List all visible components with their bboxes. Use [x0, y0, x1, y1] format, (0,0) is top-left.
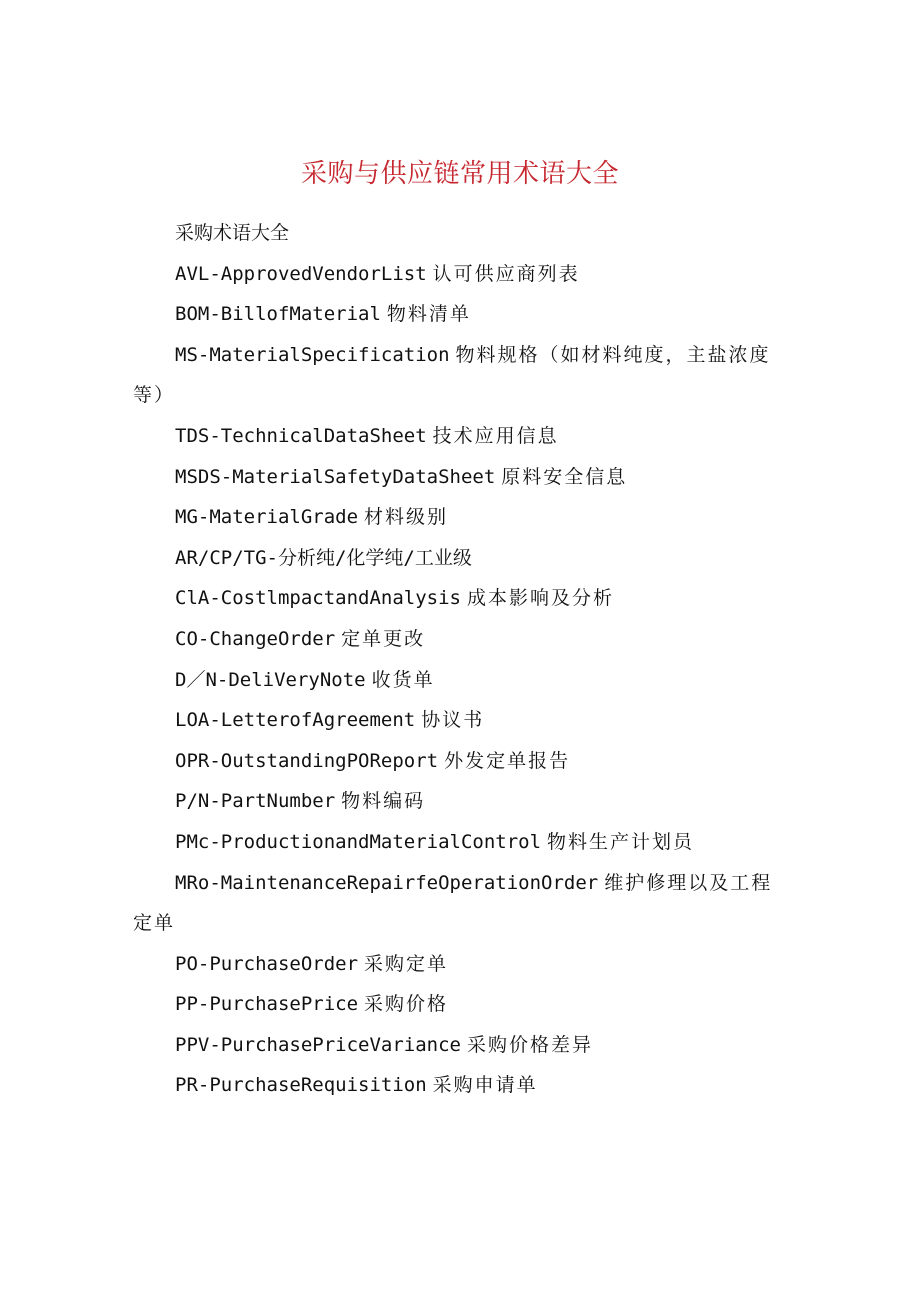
- term-description: 采购申请单: [432, 1074, 538, 1097]
- term-entry: [133, 1025, 793, 1066]
- term-code: PO-PurchaseOrder: [175, 952, 359, 975]
- term-code: PMc-ProductionandMaterialControl: [175, 830, 542, 853]
- term-code: LOA-LetterofAgreement: [175, 709, 416, 732]
- term-code: MG-MaterialGrade: [175, 506, 359, 529]
- term-description: 原料安全信息: [501, 465, 628, 488]
- term-entry: [133, 294, 793, 335]
- term-entry: [133, 822, 793, 863]
- term-code: AVL-ApprovedVendorList: [175, 262, 427, 285]
- term-description: 定单更改: [341, 627, 426, 650]
- term-description: 物料清单: [386, 303, 471, 326]
- term-code: CO-ChangeOrder: [175, 627, 336, 650]
- term-code: PPV-PurchasePriceVariance: [175, 1033, 461, 1056]
- term-entry: [133, 863, 793, 944]
- term-description: 物料编码: [341, 790, 426, 813]
- term-code: PP-PurchasePrice: [175, 993, 359, 1016]
- document-body: [133, 213, 793, 1106]
- term-entry: [133, 497, 793, 538]
- term-code: MSDS-MaterialSafetyDataSheet: [175, 465, 496, 488]
- term-entry: [133, 741, 793, 782]
- term-entry: [133, 335, 793, 416]
- term-description: 成本影响及分析: [466, 587, 614, 610]
- term-entry: [133, 984, 793, 1025]
- term-description: 收货单: [371, 668, 435, 691]
- term-entry: [133, 781, 793, 822]
- term-description: 认可供应商列表: [432, 262, 580, 285]
- term-description: 协议书: [421, 709, 485, 732]
- term-code: P/N-PartNumber: [175, 790, 336, 813]
- document-title: 采购与供应链常用术语大全: [300, 159, 619, 189]
- term-code: D／N-DeliVeryNote: [175, 668, 366, 691]
- term-entry: [133, 619, 793, 660]
- term-description: 外发定单报告: [444, 749, 571, 772]
- term-entry: [133, 457, 793, 498]
- term-entry: [133, 538, 793, 579]
- term-description: 技术应用信息: [432, 424, 559, 447]
- term-description: 采购定单: [364, 952, 449, 975]
- section-heading: 采购术语大全: [175, 222, 290, 244]
- term-entry: [133, 416, 793, 457]
- term-entry: [133, 578, 793, 619]
- term-code: OPR-OutstandingPOReport: [175, 749, 439, 772]
- term-entry: [133, 254, 793, 295]
- term-entry: [133, 944, 793, 985]
- term-description: 物料规格（如材料纯度，主盐浓度等）: [133, 343, 771, 407]
- term-code: PR-PurchaseRequisition: [175, 1074, 427, 1097]
- term-code: TDS-TechnicalDataSheet: [175, 424, 427, 447]
- term-entry: [133, 660, 793, 701]
- term-description: 材料级别: [364, 506, 449, 529]
- term-description: 维护修理以及工程定单: [133, 871, 773, 935]
- term-entry: [133, 700, 793, 741]
- term-code: BOM-BillofMaterial: [175, 303, 381, 326]
- term-code: MS-MaterialSpecification: [175, 343, 450, 366]
- term-description: 采购价格差异: [466, 1033, 593, 1056]
- term-description: 采购价格: [364, 993, 449, 1016]
- term-code: MRo-MaintenanceRepairfeOperationOrder: [175, 871, 599, 894]
- term-entry: [133, 1065, 793, 1106]
- term-code: AR/CP/TG-分析纯/化学纯/工业级: [175, 546, 472, 569]
- term-description: 物料生产计划员: [547, 830, 695, 853]
- term-code: ClA-CostlmpactandAnalysis: [175, 587, 461, 610]
